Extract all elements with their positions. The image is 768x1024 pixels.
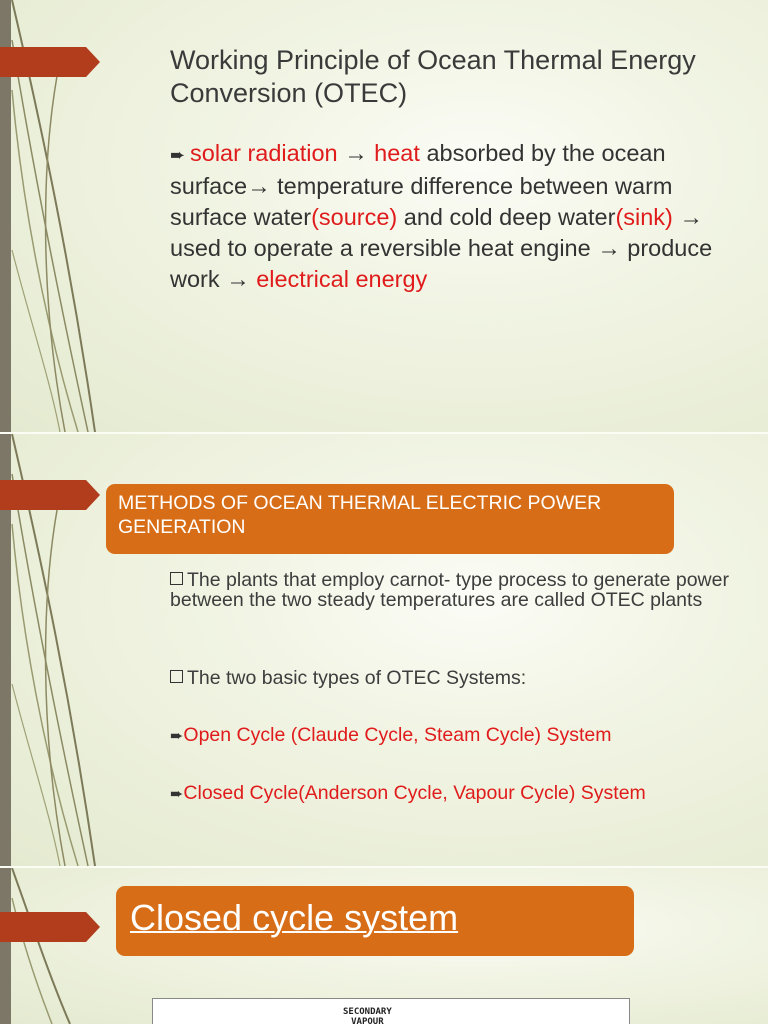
right-arrow-icon: →: [679, 204, 703, 230]
text-heat: heat: [374, 140, 420, 166]
title-flag: [0, 47, 100, 77]
list-item-text: Open Cycle (Claude Cycle, Steam Cycle) System: [183, 724, 612, 746]
diagram-label: SECONDARY VAPOUR: [343, 1007, 392, 1024]
text-sink: (sink): [615, 204, 673, 230]
section-header: [116, 886, 634, 956]
text-source: (source): [311, 204, 398, 230]
right-arrow-icon: →: [247, 173, 271, 199]
list-item-open-cycle: [170, 725, 730, 747]
paragraph-text: The two basic types of OTEC Systems:: [187, 667, 527, 689]
paragraph-types: [170, 668, 730, 688]
title-flag: [0, 480, 100, 510]
arrow-bullet-icon: ➨: [170, 145, 186, 165]
section-header-text: Closed cycle system: [130, 897, 459, 938]
right-arrow-icon: →: [226, 266, 250, 292]
list-item-text: Closed Cycle(Anderson Cycle, Vapour Cycle) System: [183, 782, 646, 804]
slide-1: [0, 0, 768, 432]
text-electrical-energy: electrical energy: [256, 266, 428, 292]
section-header: METHODS OF OCEAN THERMAL ELECTRIC POWER GENERATION: [106, 484, 674, 554]
text-cold-deep-water: and cold deep water: [403, 204, 616, 230]
text-temperature-difference: temperature difference between warm surface water: [170, 173, 673, 230]
text-reversible-heat-engine: used to operate a reversible heat engine: [170, 235, 591, 261]
body-paragraph: [170, 138, 750, 295]
slide-title: Working Principle of Ocean Thermal Energy Conversion (OTEC): [170, 45, 696, 108]
right-arrow-icon: →: [597, 235, 621, 261]
diagram-image: [152, 998, 630, 1024]
paragraph-text: The plants that employ carnot- type process to generate power between the two steady temperatures are called OTEC plants: [170, 569, 729, 611]
checkbox-bullet-icon: [170, 572, 183, 585]
title-flag: [0, 912, 100, 942]
text-solar-radiation: solar radiation: [190, 140, 338, 166]
text-produce-work: produce work: [170, 235, 713, 292]
paragraph-carnot: [170, 570, 730, 610]
arrow-bullet-icon: ➨: [170, 728, 184, 745]
text-absorbed: absorbed by the ocean surface: [170, 140, 666, 199]
slide-2: [0, 434, 768, 866]
right-arrow-icon: →: [344, 140, 368, 166]
checkbox-bullet-icon: [170, 670, 183, 683]
slide-3: [0, 868, 768, 1024]
arrow-bullet-icon: ➨: [170, 786, 184, 803]
list-item-closed-cycle: [170, 783, 730, 805]
